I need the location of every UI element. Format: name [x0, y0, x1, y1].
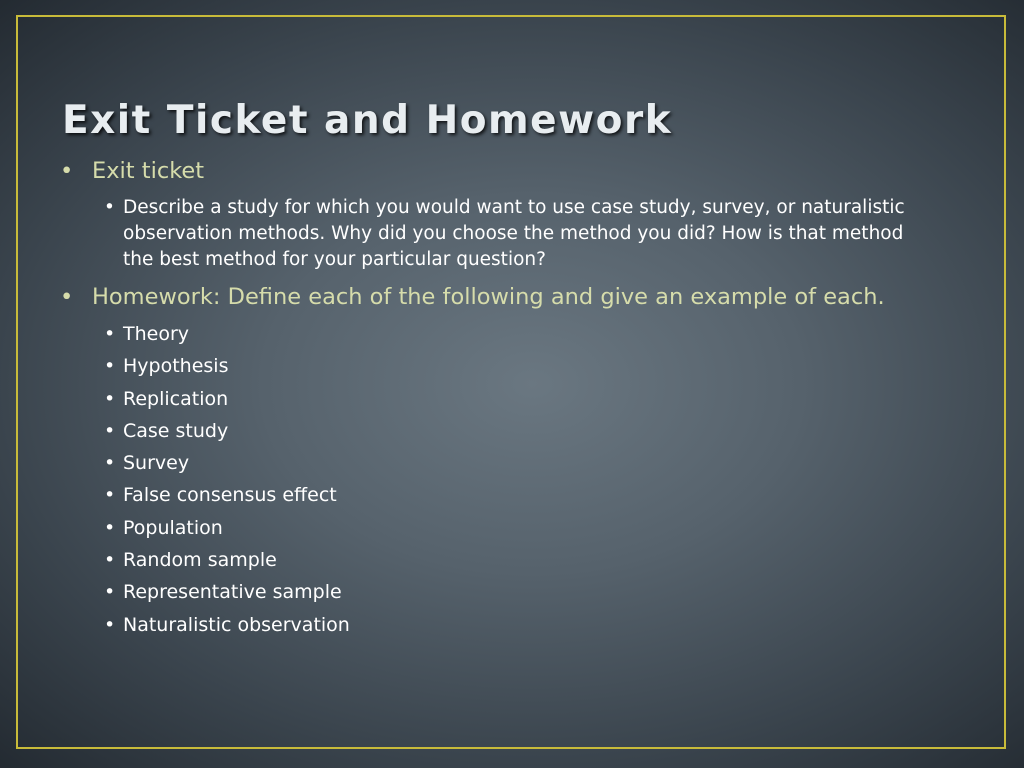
sub-list — [92, 195, 960, 273]
bullet-icon: • — [60, 158, 74, 184]
bullet-icon: • — [104, 613, 116, 636]
list-item-text: Random sample — [123, 549, 277, 572]
sub-list — [60, 321, 960, 638]
bullet-icon: • — [104, 419, 116, 442]
bullet-icon: • — [104, 355, 116, 378]
bullet-list — [60, 156, 960, 638]
list-item-text: Hypothesis — [123, 355, 229, 378]
list-item-text: Representative sample — [123, 581, 342, 604]
list-item — [60, 418, 960, 444]
list-item-text: Replication — [123, 387, 229, 410]
bullet-icon: • — [104, 581, 116, 604]
list-item — [60, 195, 960, 273]
list-item-text: Naturalistic observation — [123, 613, 350, 636]
list-item — [60, 515, 960, 541]
slide-title: Exit Ticket and Homework — [62, 98, 673, 143]
list-item — [60, 386, 960, 412]
section-heading: Homework: Define each of the following and give an example of each. — [92, 284, 885, 310]
list-item — [60, 353, 960, 379]
bullet-icon: • — [104, 197, 115, 218]
bullet-icon: • — [104, 452, 116, 475]
slide-content — [60, 156, 960, 644]
list-item-text: Case study — [123, 419, 229, 442]
list-item — [60, 450, 960, 476]
section-exit-ticket — [60, 156, 960, 273]
bullet-icon: • — [104, 387, 116, 410]
list-item-text: False consensus effect — [123, 484, 337, 507]
list-item — [60, 579, 960, 605]
list-item — [60, 547, 960, 573]
list-item — [60, 482, 960, 508]
section-heading: Exit ticket — [92, 158, 205, 184]
list-item-text: Population — [123, 516, 223, 539]
bullet-icon: • — [104, 516, 116, 539]
bullet-icon: • — [104, 484, 116, 507]
list-item-text: Theory — [123, 323, 190, 345]
bullet-icon: • — [104, 323, 116, 345]
section-homework — [60, 282, 960, 638]
list-item — [60, 321, 960, 347]
list-item-text: Describe a study for which you would want to use case study, survey, or naturalistic observation methods. Why did you choose the method you did? How is that method the best method for your particular question? — [123, 197, 905, 270]
list-item-text: Survey — [123, 452, 190, 475]
bullet-icon: • — [60, 284, 74, 310]
list-item — [60, 612, 960, 638]
bullet-icon: • — [104, 549, 116, 572]
